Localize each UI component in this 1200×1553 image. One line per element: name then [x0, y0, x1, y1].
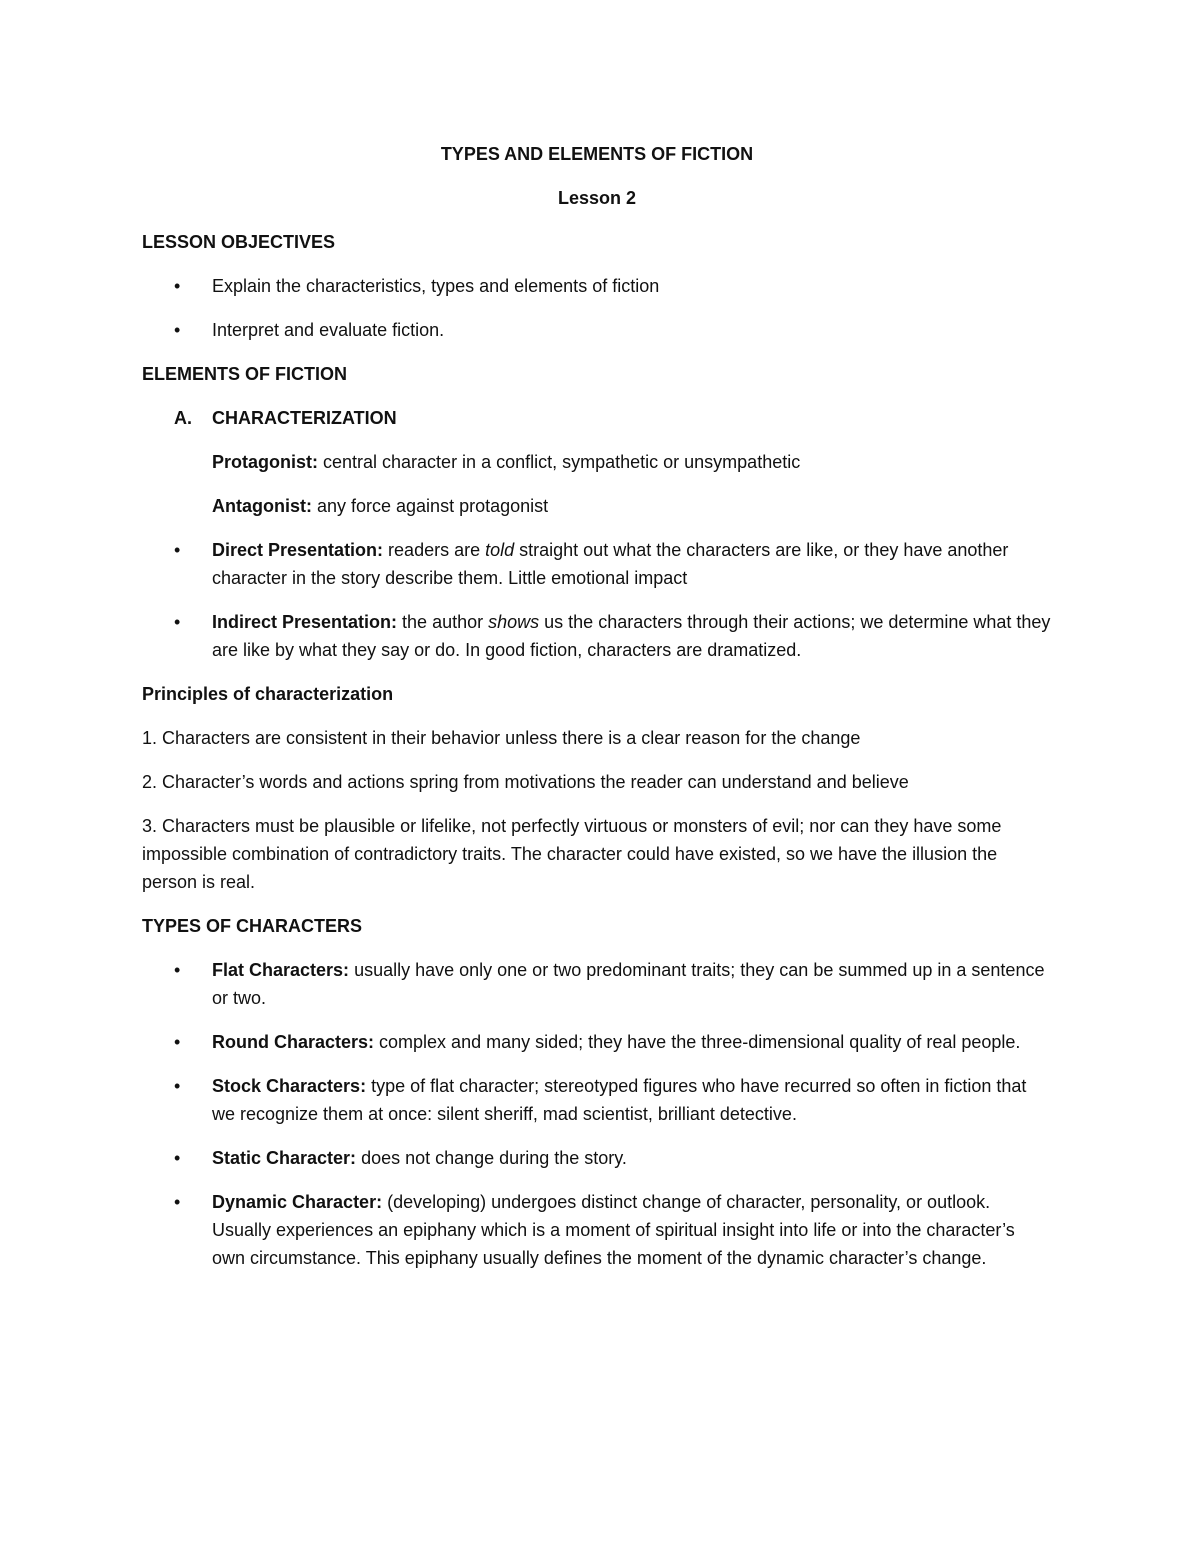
- character-type-text: does not change during the story.: [356, 1148, 627, 1168]
- direct-term: Direct Presentation:: [212, 540, 384, 560]
- indirect-term: Indirect Presentation:: [212, 612, 398, 632]
- indirect-presentation-item: [142, 608, 1052, 664]
- protagonist-term: Protagonist:: [212, 452, 318, 472]
- character-type-item: [142, 1028, 1052, 1056]
- objectives-heading: LESSON OBJECTIVES: [142, 232, 336, 252]
- section-a: [142, 404, 1052, 432]
- antagonist-term: Antagonist:: [212, 496, 312, 516]
- antagonist-text: any force against protagonist: [311, 496, 549, 516]
- indirect-emphasis: shows: [488, 612, 540, 632]
- character-type-text: complex and many sided; they have the three-dimensional quality of real people.: [374, 1032, 1021, 1052]
- principles-heading: Principles of characterization: [142, 684, 394, 704]
- objective-text: Explain the characteristics, types and elements of fiction: [212, 276, 660, 296]
- character-type-item: [142, 1072, 1052, 1128]
- objective-text: Interpret and evaluate fiction.: [212, 320, 445, 340]
- character-type-term: Stock Characters:: [212, 1076, 367, 1096]
- document-title: TYPES AND ELEMENTS OF FICTION: [440, 144, 754, 164]
- document-body: [142, 140, 1052, 1288]
- character-type-item: [142, 956, 1052, 1012]
- principle-item: 2. Character’s words and actions spring from motivations the reader can understand and believe: [142, 772, 909, 792]
- bullet-icon: •: [174, 276, 181, 296]
- character-type-item: [142, 1144, 1052, 1172]
- bullet-icon: •: [174, 612, 181, 632]
- document-subtitle: Lesson 2: [557, 188, 637, 208]
- principle-item: 3. Characters must be plausible or lifelike, not perfectly virtuous or monsters of evil; nor can they have some impossible combination of contradictory traits. The character could have existed, so we have the illusion the person is real.: [142, 816, 1002, 892]
- character-type-text: type of flat character; stereotyped figures who have recurred so often in fiction that we recognize them at once: silent sheriff, mad scientist, brilliant detective.: [212, 1076, 1027, 1124]
- character-type-term: Static Character:: [212, 1148, 357, 1168]
- bullet-icon: •: [174, 1032, 181, 1052]
- direct-text-after: straight out what the characters are like, or they have another character in the story describe them. Little emotional impact: [212, 540, 1009, 588]
- direct-text-before: readers are: [383, 540, 486, 560]
- types-heading: TYPES OF CHARACTERS: [142, 916, 363, 936]
- indirect-text-after: us the characters through their actions; we determine what they are like by what they say or do. In good fiction, characters are dramatized.: [212, 612, 1051, 660]
- direct-emphasis: told: [485, 540, 515, 560]
- protagonist-text: central character in a conflict, sympathetic or unsympathetic: [318, 452, 801, 472]
- section-a-marker: A.: [174, 408, 192, 428]
- antagonist-definition: [142, 492, 1052, 520]
- elements-heading: ELEMENTS OF FICTION: [142, 364, 347, 384]
- direct-presentation-item: [142, 536, 1052, 592]
- character-type-term: Round Characters:: [212, 1032, 375, 1052]
- indirect-text-before: the author: [397, 612, 489, 632]
- principle-item: 1. Characters are consistent in their behavior unless there is a clear reason for the change: [142, 728, 861, 748]
- bullet-icon: •: [174, 1076, 181, 1096]
- character-type-term: Flat Characters:: [212, 960, 350, 980]
- bullet-icon: •: [174, 540, 181, 560]
- character-type-text: usually have only one or two predominant traits; they can be summed up in a sentence or two.: [212, 960, 1045, 1008]
- protagonist-definition: [142, 448, 1052, 476]
- bullet-icon: •: [174, 960, 181, 980]
- character-type-term: Dynamic Character:: [212, 1192, 383, 1212]
- character-type-text: (developing) undergoes distinct change of character, personality, or outlook. Usually experiences an epiphany which is a moment of spiritual insight into life or into the character’s own circumstance. This epiphany usually defines the moment of the dynamic character’s change.: [212, 1192, 1015, 1268]
- bullet-icon: •: [174, 1192, 181, 1212]
- objective-item: [142, 316, 1052, 344]
- character-type-item: [142, 1188, 1052, 1272]
- bullet-icon: •: [174, 1148, 181, 1168]
- section-a-label: CHARACTERIZATION: [212, 408, 397, 428]
- objective-item: [142, 272, 1052, 300]
- bullet-icon: •: [174, 320, 181, 340]
